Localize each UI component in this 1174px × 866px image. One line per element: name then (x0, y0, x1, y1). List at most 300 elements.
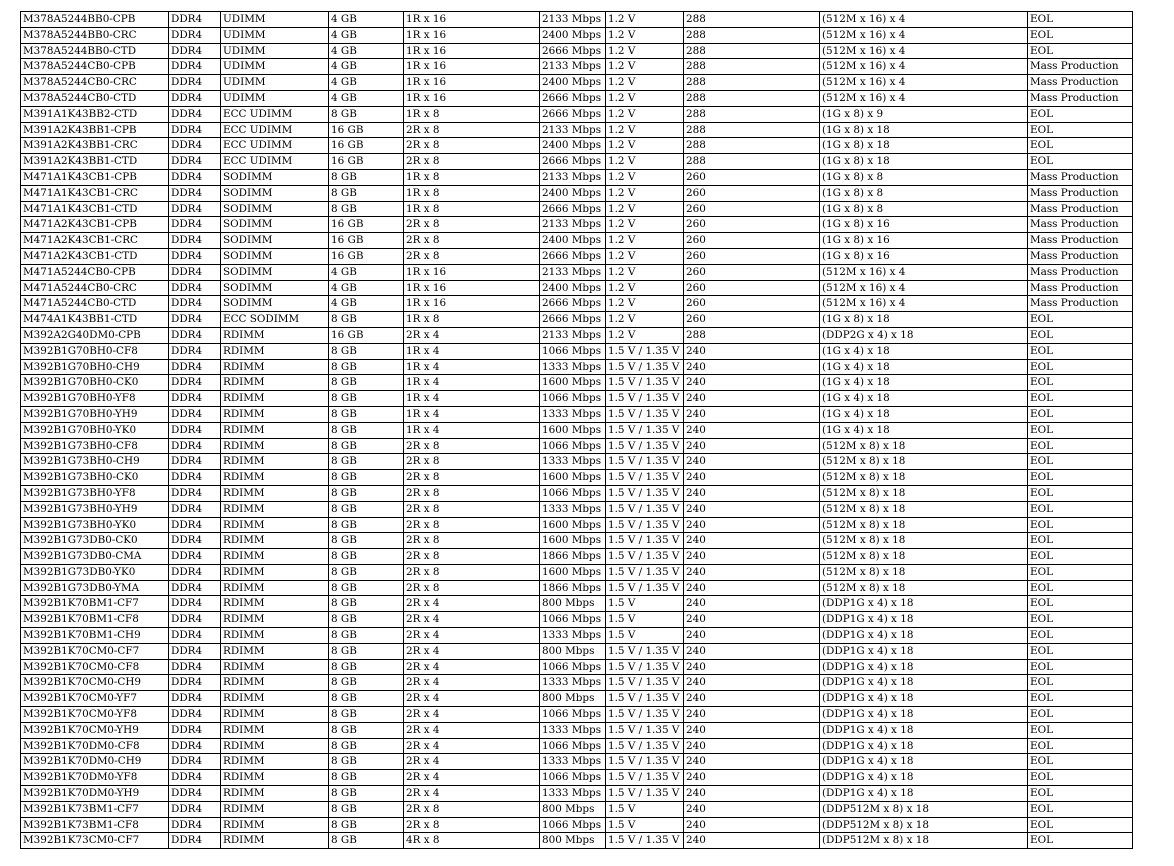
part-number-cell: M471A1K43CB1-CPB (21, 169, 169, 185)
composition-cell: (512M x 16) x 4 (820, 27, 1028, 43)
part-number-cell: M392B1K70BM1-CF7 (21, 596, 169, 612)
organization-cell: 1R x 4 (404, 343, 540, 359)
pin-count-cell: 240 (684, 596, 820, 612)
composition-cell: (512M x 16) x 4 (820, 90, 1028, 106)
module-type-cell: RDIMM (221, 549, 329, 565)
organization-cell: 2R x 4 (404, 738, 540, 754)
dram-type-cell: DDR4 (169, 169, 221, 185)
status-cell: EOL (1028, 12, 1133, 28)
pin-count-cell: 288 (684, 75, 820, 91)
module-type-cell: RDIMM (221, 817, 329, 833)
status-cell: EOL (1028, 501, 1133, 517)
voltage-cell: 1.2 V (606, 12, 684, 28)
module-type-cell: RDIMM (221, 580, 329, 596)
voltage-cell: 1.5 V / 1.35 V (606, 533, 684, 549)
module-type-cell: RDIMM (221, 612, 329, 628)
composition-cell: (512M x 8) x 18 (820, 485, 1028, 501)
density-cell: 16 GB (329, 122, 404, 138)
part-number-cell: M391A1K43BB2-CTD (21, 106, 169, 122)
voltage-cell: 1.2 V (606, 27, 684, 43)
pin-count-cell: 288 (684, 12, 820, 28)
organization-cell: 2R x 4 (404, 327, 540, 343)
organization-cell: 1R x 4 (404, 375, 540, 391)
dram-type-cell: DDR4 (169, 12, 221, 28)
speed-cell: 2400 Mbps (540, 138, 606, 154)
status-cell: Mass Production (1028, 264, 1133, 280)
pin-count-cell: 260 (684, 312, 820, 328)
voltage-cell: 1.2 V (606, 327, 684, 343)
module-type-cell: RDIMM (221, 517, 329, 533)
density-cell: 16 GB (329, 248, 404, 264)
density-cell: 8 GB (329, 612, 404, 628)
table-row (21, 201, 1133, 217)
module-type-cell: SODIMM (221, 217, 329, 233)
organization-cell: 2R x 4 (404, 643, 540, 659)
composition-cell: (DDP1G x 4) x 18 (820, 675, 1028, 691)
pin-count-cell: 240 (684, 375, 820, 391)
pin-count-cell: 260 (684, 280, 820, 296)
module-type-cell: UDIMM (221, 43, 329, 59)
module-type-cell: RDIMM (221, 391, 329, 407)
status-cell: EOL (1028, 659, 1133, 675)
dram-type-cell: DDR4 (169, 406, 221, 422)
density-cell: 8 GB (329, 643, 404, 659)
density-cell: 8 GB (329, 770, 404, 786)
voltage-cell: 1.5 V (606, 612, 684, 628)
speed-cell: 2666 Mbps (540, 154, 606, 170)
composition-cell: (DDP1G x 4) x 18 (820, 659, 1028, 675)
status-cell: EOL (1028, 786, 1133, 802)
speed-cell: 2133 Mbps (540, 169, 606, 185)
organization-cell: 2R x 8 (404, 549, 540, 565)
dram-type-cell: DDR4 (169, 280, 221, 296)
part-number-cell: M392B1G73DB0-YK0 (21, 564, 169, 580)
status-cell: EOL (1028, 628, 1133, 644)
voltage-cell: 1.5 V / 1.35 V (606, 454, 684, 470)
composition-cell: (1G x 8) x 16 (820, 217, 1028, 233)
pin-count-cell: 240 (684, 438, 820, 454)
part-number-cell: M392B1K70DM0-YF8 (21, 770, 169, 786)
composition-cell: (512M x 16) x 4 (820, 12, 1028, 28)
dram-type-cell: DDR4 (169, 770, 221, 786)
speed-cell: 1066 Mbps (540, 770, 606, 786)
table-row (21, 296, 1133, 312)
status-cell: EOL (1028, 549, 1133, 565)
module-type-cell: RDIMM (221, 722, 329, 738)
pin-count-cell: 240 (684, 580, 820, 596)
density-cell: 8 GB (329, 185, 404, 201)
pin-count-cell: 260 (684, 264, 820, 280)
pin-count-cell: 240 (684, 628, 820, 644)
status-cell: Mass Production (1028, 217, 1133, 233)
speed-cell: 2666 Mbps (540, 296, 606, 312)
part-number-cell: M474A1K43BB1-CTD (21, 312, 169, 328)
speed-cell: 1600 Mbps (540, 422, 606, 438)
voltage-cell: 1.2 V (606, 43, 684, 59)
voltage-cell: 1.2 V (606, 106, 684, 122)
table-row (21, 406, 1133, 422)
pin-count-cell: 288 (684, 43, 820, 59)
speed-cell: 1333 Mbps (540, 675, 606, 691)
table-row (21, 754, 1133, 770)
part-number-cell: M392B1K70CM0-YH9 (21, 722, 169, 738)
composition-cell: (512M x 16) x 4 (820, 264, 1028, 280)
density-cell: 8 GB (329, 312, 404, 328)
pin-count-cell: 240 (684, 786, 820, 802)
voltage-cell: 1.5 V / 1.35 V (606, 406, 684, 422)
table-row (21, 248, 1133, 264)
dram-type-cell: DDR4 (169, 628, 221, 644)
pin-count-cell: 240 (684, 675, 820, 691)
module-type-cell: SODIMM (221, 280, 329, 296)
module-type-cell: ECC UDIMM (221, 154, 329, 170)
organization-cell: 1R x 16 (404, 280, 540, 296)
voltage-cell: 1.5 V / 1.35 V (606, 564, 684, 580)
status-cell: EOL (1028, 612, 1133, 628)
dram-type-cell: DDR4 (169, 738, 221, 754)
voltage-cell: 1.2 V (606, 59, 684, 75)
speed-cell: 2400 Mbps (540, 185, 606, 201)
dram-type-cell: DDR4 (169, 707, 221, 723)
organization-cell: 2R x 8 (404, 438, 540, 454)
speed-cell: 800 Mbps (540, 643, 606, 659)
part-number-cell: M392B1K70CM0-CF8 (21, 659, 169, 675)
speed-cell: 1600 Mbps (540, 564, 606, 580)
density-cell: 8 GB (329, 628, 404, 644)
module-type-cell: ECC UDIMM (221, 106, 329, 122)
pin-count-cell: 288 (684, 122, 820, 138)
part-number-cell: M392B1G70BH0-CH9 (21, 359, 169, 375)
speed-cell: 800 Mbps (540, 833, 606, 849)
pin-count-cell: 240 (684, 643, 820, 659)
module-type-cell: UDIMM (221, 12, 329, 28)
density-cell: 8 GB (329, 675, 404, 691)
organization-cell: 1R x 16 (404, 264, 540, 280)
density-cell: 8 GB (329, 549, 404, 565)
composition-cell: (1G x 8) x 18 (820, 122, 1028, 138)
pin-count-cell: 240 (684, 533, 820, 549)
pin-count-cell: 288 (684, 106, 820, 122)
table-row (21, 59, 1133, 75)
organization-cell: 2R x 8 (404, 485, 540, 501)
module-type-cell: ECC UDIMM (221, 122, 329, 138)
pin-count-cell: 260 (684, 248, 820, 264)
dram-type-cell: DDR4 (169, 533, 221, 549)
speed-cell: 1066 Mbps (540, 707, 606, 723)
speed-cell: 2400 Mbps (540, 280, 606, 296)
pin-count-cell: 240 (684, 470, 820, 486)
dram-type-cell: DDR4 (169, 122, 221, 138)
module-type-cell: UDIMM (221, 75, 329, 91)
module-type-cell: RDIMM (221, 754, 329, 770)
voltage-cell: 1.5 V (606, 628, 684, 644)
composition-cell: (DDP1G x 4) x 18 (820, 596, 1028, 612)
table-row (21, 564, 1133, 580)
table-row (21, 106, 1133, 122)
dram-type-cell: DDR4 (169, 754, 221, 770)
part-number-cell: M378A5244CB0-CTD (21, 90, 169, 106)
module-type-cell: UDIMM (221, 27, 329, 43)
table-row (21, 722, 1133, 738)
part-number-cell: M391A2K43BB1-CTD (21, 154, 169, 170)
dram-type-cell: DDR4 (169, 264, 221, 280)
composition-cell: (1G x 8) x 18 (820, 154, 1028, 170)
table-row (21, 438, 1133, 454)
speed-cell: 1066 Mbps (540, 485, 606, 501)
composition-cell: (512M x 16) x 4 (820, 280, 1028, 296)
voltage-cell: 1.2 V (606, 233, 684, 249)
voltage-cell: 1.5 V / 1.35 V (606, 343, 684, 359)
speed-cell: 1066 Mbps (540, 612, 606, 628)
voltage-cell: 1.5 V / 1.35 V (606, 659, 684, 675)
table-row (21, 738, 1133, 754)
status-cell: EOL (1028, 580, 1133, 596)
status-cell: EOL (1028, 43, 1133, 59)
organization-cell: 2R x 8 (404, 470, 540, 486)
organization-cell: 1R x 4 (404, 406, 540, 422)
module-type-cell: RDIMM (221, 533, 329, 549)
composition-cell: (512M x 16) x 4 (820, 59, 1028, 75)
dram-type-cell: DDR4 (169, 596, 221, 612)
dram-type-cell: DDR4 (169, 296, 221, 312)
density-cell: 4 GB (329, 43, 404, 59)
status-cell: EOL (1028, 738, 1133, 754)
pin-count-cell: 240 (684, 501, 820, 517)
pin-count-cell: 240 (684, 738, 820, 754)
composition-cell: (1G x 8) x 8 (820, 169, 1028, 185)
speed-cell: 800 Mbps (540, 801, 606, 817)
table-row (21, 786, 1133, 802)
density-cell: 8 GB (329, 707, 404, 723)
organization-cell: 1R x 16 (404, 27, 540, 43)
density-cell: 8 GB (329, 722, 404, 738)
density-cell: 4 GB (329, 264, 404, 280)
status-cell: EOL (1028, 375, 1133, 391)
density-cell: 8 GB (329, 422, 404, 438)
dram-type-cell: DDR4 (169, 312, 221, 328)
part-number-cell: M392B1K70CM0-YF8 (21, 707, 169, 723)
table-row (21, 280, 1133, 296)
organization-cell: 2R x 4 (404, 675, 540, 691)
speed-cell: 1866 Mbps (540, 580, 606, 596)
dram-type-cell: DDR4 (169, 343, 221, 359)
density-cell: 8 GB (329, 533, 404, 549)
table-row (21, 359, 1133, 375)
speed-cell: 800 Mbps (540, 691, 606, 707)
dram-type-cell: DDR4 (169, 422, 221, 438)
dram-type-cell: DDR4 (169, 201, 221, 217)
status-cell: Mass Production (1028, 169, 1133, 185)
composition-cell: (512M x 8) x 18 (820, 580, 1028, 596)
pin-count-cell: 260 (684, 169, 820, 185)
dram-type-cell: DDR4 (169, 391, 221, 407)
part-number-cell: M392B1K73BM1-CF7 (21, 801, 169, 817)
density-cell: 8 GB (329, 359, 404, 375)
composition-cell: (512M x 8) x 18 (820, 438, 1028, 454)
organization-cell: 1R x 16 (404, 59, 540, 75)
composition-cell: (1G x 8) x 16 (820, 248, 1028, 264)
module-type-cell: RDIMM (221, 628, 329, 644)
density-cell: 8 GB (329, 754, 404, 770)
speed-cell: 2666 Mbps (540, 106, 606, 122)
pin-count-cell: 260 (684, 217, 820, 233)
status-cell: EOL (1028, 817, 1133, 833)
module-type-cell: SODIMM (221, 169, 329, 185)
voltage-cell: 1.5 V / 1.35 V (606, 707, 684, 723)
composition-cell: (DDP1G x 4) x 18 (820, 722, 1028, 738)
dram-type-cell: DDR4 (169, 359, 221, 375)
pin-count-cell: 240 (684, 422, 820, 438)
table-row (21, 217, 1133, 233)
speed-cell: 1066 Mbps (540, 343, 606, 359)
module-type-cell: RDIMM (221, 596, 329, 612)
pin-count-cell: 240 (684, 517, 820, 533)
composition-cell: (DDP1G x 4) x 18 (820, 754, 1028, 770)
voltage-cell: 1.5 V / 1.35 V (606, 375, 684, 391)
dram-type-cell: DDR4 (169, 185, 221, 201)
part-number-cell: M378A5244BB0-CTD (21, 43, 169, 59)
composition-cell: (DDP1G x 4) x 18 (820, 738, 1028, 754)
composition-cell: (1G x 8) x 8 (820, 185, 1028, 201)
composition-cell: (512M x 8) x 18 (820, 549, 1028, 565)
density-cell: 8 GB (329, 375, 404, 391)
dram-type-cell: DDR4 (169, 138, 221, 154)
organization-cell: 2R x 4 (404, 596, 540, 612)
voltage-cell: 1.5 V / 1.35 V (606, 501, 684, 517)
speed-cell: 1066 Mbps (540, 738, 606, 754)
voltage-cell: 1.5 V (606, 801, 684, 817)
speed-cell: 1066 Mbps (540, 438, 606, 454)
speed-cell: 2666 Mbps (540, 43, 606, 59)
speed-cell: 2133 Mbps (540, 327, 606, 343)
status-cell: EOL (1028, 454, 1133, 470)
dram-type-cell: DDR4 (169, 722, 221, 738)
composition-cell: (DDP1G x 4) x 18 (820, 786, 1028, 802)
organization-cell: 1R x 8 (404, 169, 540, 185)
module-type-cell: SODIMM (221, 296, 329, 312)
speed-cell: 2133 Mbps (540, 217, 606, 233)
density-cell: 8 GB (329, 501, 404, 517)
dram-type-cell: DDR4 (169, 327, 221, 343)
part-number-cell: M471A5244CB0-CTD (21, 296, 169, 312)
density-cell: 16 GB (329, 154, 404, 170)
status-cell: Mass Production (1028, 90, 1133, 106)
status-cell: EOL (1028, 27, 1133, 43)
table-row (21, 612, 1133, 628)
voltage-cell: 1.2 V (606, 312, 684, 328)
part-number-cell: M392B1G73BH0-YK0 (21, 517, 169, 533)
status-cell: EOL (1028, 154, 1133, 170)
speed-cell: 1600 Mbps (540, 533, 606, 549)
status-cell: EOL (1028, 327, 1133, 343)
pin-count-cell: 260 (684, 296, 820, 312)
module-spec-table (20, 11, 1133, 849)
table-row (21, 596, 1133, 612)
dram-type-cell: DDR4 (169, 675, 221, 691)
module-type-cell: RDIMM (221, 691, 329, 707)
part-number-cell: M471A2K43CB1-CRC (21, 233, 169, 249)
part-number-cell: M392B1G70BH0-YF8 (21, 391, 169, 407)
voltage-cell: 1.5 V / 1.35 V (606, 359, 684, 375)
density-cell: 8 GB (329, 786, 404, 802)
density-cell: 8 GB (329, 517, 404, 533)
speed-cell: 1333 Mbps (540, 754, 606, 770)
dram-type-cell: DDR4 (169, 580, 221, 596)
organization-cell: 2R x 8 (404, 248, 540, 264)
dram-type-cell: DDR4 (169, 154, 221, 170)
density-cell: 4 GB (329, 280, 404, 296)
density-cell: 8 GB (329, 801, 404, 817)
organization-cell: 1R x 16 (404, 12, 540, 28)
table-row (21, 185, 1133, 201)
module-type-cell: RDIMM (221, 438, 329, 454)
table-row (21, 375, 1133, 391)
module-type-cell: RDIMM (221, 738, 329, 754)
status-cell: EOL (1028, 707, 1133, 723)
module-type-cell: RDIMM (221, 343, 329, 359)
module-type-cell: RDIMM (221, 485, 329, 501)
speed-cell: 1333 Mbps (540, 359, 606, 375)
voltage-cell: 1.5 V / 1.35 V (606, 549, 684, 565)
composition-cell: (512M x 16) x 4 (820, 75, 1028, 91)
organization-cell: 2R x 4 (404, 722, 540, 738)
speed-cell: 1333 Mbps (540, 406, 606, 422)
module-type-cell: RDIMM (221, 359, 329, 375)
composition-cell: (DDP1G x 4) x 18 (820, 643, 1028, 659)
composition-cell: (1G x 8) x 9 (820, 106, 1028, 122)
density-cell: 8 GB (329, 470, 404, 486)
pin-count-cell: 240 (684, 485, 820, 501)
pin-count-cell: 288 (684, 59, 820, 75)
dram-type-cell: DDR4 (169, 59, 221, 75)
organization-cell: 1R x 8 (404, 201, 540, 217)
dram-type-cell: DDR4 (169, 549, 221, 565)
pin-count-cell: 288 (684, 327, 820, 343)
voltage-cell: 1.5 V (606, 817, 684, 833)
part-number-cell: M392B1G73DB0-CK0 (21, 533, 169, 549)
speed-cell: 1600 Mbps (540, 375, 606, 391)
density-cell: 8 GB (329, 201, 404, 217)
dram-type-cell: DDR4 (169, 786, 221, 802)
composition-cell: (512M x 8) x 18 (820, 454, 1028, 470)
speed-cell: 2666 Mbps (540, 248, 606, 264)
composition-cell: (512M x 16) x 4 (820, 43, 1028, 59)
module-type-cell: RDIMM (221, 327, 329, 343)
density-cell: 8 GB (329, 406, 404, 422)
table-row (21, 501, 1133, 517)
organization-cell: 2R x 8 (404, 564, 540, 580)
part-number-cell: M392B1K70DM0-YH9 (21, 786, 169, 802)
dram-type-cell: DDR4 (169, 75, 221, 91)
status-cell: EOL (1028, 106, 1133, 122)
module-type-cell: RDIMM (221, 470, 329, 486)
table-row (21, 691, 1133, 707)
density-cell: 8 GB (329, 485, 404, 501)
composition-cell: (512M x 8) x 18 (820, 533, 1028, 549)
speed-cell: 1066 Mbps (540, 391, 606, 407)
dram-type-cell: DDR4 (169, 691, 221, 707)
status-cell: EOL (1028, 643, 1133, 659)
table-row (21, 27, 1133, 43)
table-row (21, 312, 1133, 328)
voltage-cell: 1.2 V (606, 90, 684, 106)
composition-cell: (1G x 8) x 18 (820, 312, 1028, 328)
part-number-cell: M392B1K70CM0-YF7 (21, 691, 169, 707)
density-cell: 8 GB (329, 833, 404, 849)
voltage-cell: 1.2 V (606, 280, 684, 296)
organization-cell: 2R x 8 (404, 154, 540, 170)
status-cell: Mass Production (1028, 233, 1133, 249)
